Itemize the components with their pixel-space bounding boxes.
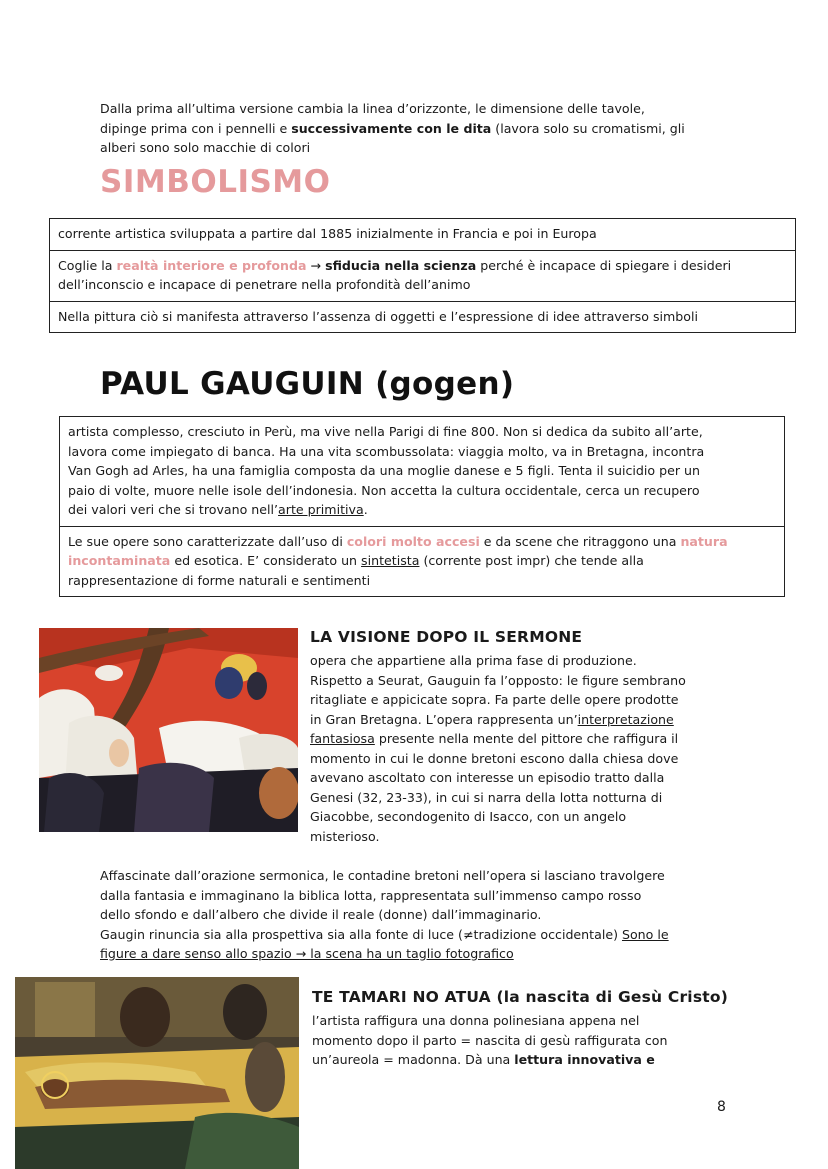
gauguin-heading: PAUL GAUGUIN (gogen) <box>100 366 515 402</box>
intro-bold: successivamente con le dita <box>291 120 492 136</box>
gauguin-row-2 <box>60 526 785 597</box>
simbolismo-row-2 <box>50 250 796 301</box>
visione-paragraph: opera che appartiene alla prima fase di produzione. Rispetto a Seurat, Gauguin fa l’opposto: le figure sembrano ritagliate e appicicate sopra. Fa parte delle opere prodotte in Gran Bretagna. L’opera rappresenta un’interpretazione fantasiosa presente nella mente del pittore che raffigura il momento in cui le donne bretoni escono dalla chiesa dove avevano ascoltato con interesse un episodio tratto dalla Genesi (32, 23-33), in cui si narra della lotta notturna di Giacobbe, secondogenito di Isacco, con un angelo misterioso. <box>310 653 686 844</box>
simbolismo-row-3 <box>50 301 796 333</box>
gauguin-row-1-text: artista complesso, cresciuto in Perù, ma vive nella Parigi di fine 800. Non si dedica da subito all’arte, lavora come impiegato di banca. Ha una vita scombussolata: viaggia molto, va in Bretagna, incontra Van Gogh ad Arles, ha una famiglia composta da una moglie danese e 5 figli. Tenta il suicidio per un paio di volte, muore nelle isole dell’indonesia. Non accetta la cultura occidentale, cerca un recupero dei valori veri che si trovano nell’arte primitiva. <box>60 417 785 527</box>
tamari-paragraph: l’artista raffigura una donna polinesiana appena nel momento dopo il parto = nascita di gesù raffigurata con un’aureola = madonna. Dà una lettura innovativa e <box>312 1013 668 1067</box>
tamari-painting-image <box>15 977 299 1169</box>
simbolismo-highlight: realtà interiore e profonda <box>116 257 307 273</box>
gauguin-row-2-text: Le sue opere sono caratterizzate dall’uso di colori molto accesi e da scene che ritraggono una natura incontaminata ed esotica. E’ considerato un sintetista (corrente post impr) che tende alla rappresentazione di forme naturali e sentimenti <box>60 526 785 597</box>
sintetista-underline: sintetista <box>361 553 420 568</box>
intro-line-1: Dalla prima all’ultima versione cambia la linea d’orizzonte, le dimensione delle tavole, <box>100 101 645 116</box>
arte-primitiva-underline: arte primitiva <box>278 502 364 517</box>
gauguin-table <box>59 416 785 597</box>
simbolismo-table <box>49 218 796 333</box>
sono-le-underline: Sono le <box>621 926 669 942</box>
interpretazione-underline: interpretazione <box>577 711 674 727</box>
figure-spazio-underline: figure a dare senso allo spazio → la scena ha un taglio fotografico <box>100 946 514 961</box>
page-number: 8 <box>717 1099 726 1115</box>
simbolismo-heading: SIMBOLISMO <box>100 164 331 200</box>
simbolismo-bold: sfiducia nella scienza <box>325 257 477 273</box>
visione-painting-image <box>39 628 298 832</box>
tamari-title: TE TAMARI NO ATUA (la nascita di Gesù Cristo) <box>312 988 728 1006</box>
gauguin-row-1 <box>60 417 785 527</box>
simbolismo-row-1-text: corrente artistica sviluppata a partire dal 1885 inizialmente in Francia e poi in Europa <box>50 219 796 251</box>
incontaminata-highlight: incontaminata <box>68 553 171 568</box>
intro-line-3: alberi sono solo macchie di colori <box>100 140 311 155</box>
lettura-innovativa-bold: lettura innovativa e <box>514 1052 655 1067</box>
colori-accesi-highlight: colori molto accesi <box>346 533 480 549</box>
simbolismo-row-3-text: Nella pittura ciò si manifesta attraverso l’assenza di oggetti e l’espressione di idee attraverso simboli <box>50 301 796 333</box>
visione-title: LA VISIONE DOPO IL SERMONE <box>310 628 583 646</box>
intro-paragraph <box>100 99 685 158</box>
simbolismo-row-2-text: Coglie la realtà interiore e profonda → sfiducia nella scienza perché è incapace di spiegare i desideri dell’inconscio e incapace di penetrare nella profondità dell’animo <box>50 250 796 301</box>
fantasiosa-underline: fantasiosa <box>310 731 375 746</box>
intro-line-2: dipinge prima con i pennelli e successivamente con le dita (lavora solo su cromatismi, gli <box>100 120 685 136</box>
simbolismo-row-1 <box>50 219 796 251</box>
natura-highlight: natura <box>680 533 728 549</box>
affascinate-paragraph: Affascinate dall’orazione sermonica, le contadine bretoni nell’opera si lasciano travolgere dalla fantasia e immaginano la biblica lotta, rappresentata sull’immenso campo rosso dello sfondo e dall’albero che divide il reale (donne) dall’immaginario. Gaugin rinuncia sia alla prospettiva sia alla fonte di luce (≠tradizione occidentale) Sono le figure a dare senso allo spazio → la scena ha un taglio fotografico <box>100 866 669 964</box>
